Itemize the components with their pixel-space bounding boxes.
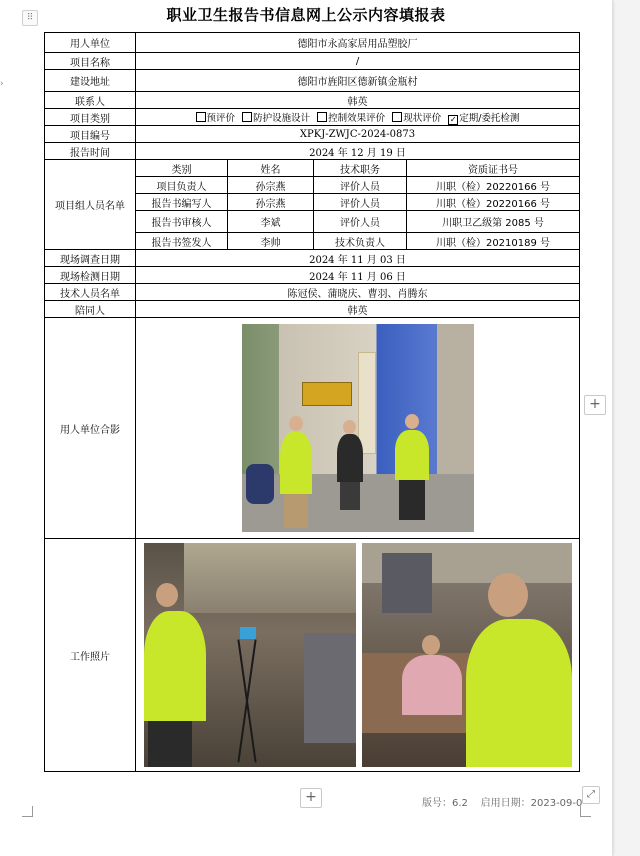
work-photo-1 — [144, 543, 356, 767]
checkbox-checked[interactable]: ✓ — [449, 114, 457, 124]
member-cert: 川职（检）20210189 号 — [407, 233, 580, 250]
label-group-photo: 用人单位合影 — [45, 318, 136, 539]
row-address — [45, 70, 580, 92]
plus-icon[interactable]: + — [584, 395, 606, 415]
member-name: 孙宗燕 — [228, 194, 314, 211]
machine — [304, 633, 356, 743]
member-role: 报告书编写人 — [136, 194, 228, 211]
info-form-table — [44, 32, 580, 772]
person-head — [488, 573, 528, 617]
person-head — [343, 420, 356, 434]
team-header-cert: 资质证书号 — [407, 160, 580, 177]
team-header-title: 技术职务 — [314, 160, 407, 177]
label-work-photos: 工作照片 — [45, 539, 136, 772]
value-survey-date: 2024 年 11 月 03 日 — [136, 250, 580, 267]
value-contact: 韩英 — [136, 92, 580, 109]
company-plaque — [302, 382, 352, 406]
group-photo-image — [242, 324, 474, 532]
member-role: 项目负责人 — [136, 177, 228, 194]
label-sampling-date: 现场检测日期 — [45, 267, 136, 284]
person-head — [405, 414, 419, 429]
row-report-time — [45, 143, 580, 160]
person-head — [422, 635, 440, 655]
person-legs — [340, 482, 360, 510]
label-project-type: 项目类别 — [45, 109, 136, 126]
member-title: 技术负责人 — [314, 233, 407, 250]
label-team: 项目组人员名单 — [45, 160, 136, 250]
label-report-time: 报告时间 — [45, 143, 136, 160]
version-footer: 版号：6.2 启用日期：2023-09-0 — [422, 798, 583, 809]
person-legs — [399, 480, 425, 520]
person-head — [156, 583, 178, 607]
ceiling — [184, 543, 356, 613]
option-protection-design[interactable]: 防护设施设计 — [242, 113, 310, 124]
option-control-effect[interactable]: 控制效果评价 — [317, 113, 385, 124]
member-name: 李帅 — [228, 233, 314, 250]
work-photo-2 — [362, 543, 572, 767]
person-vest — [144, 611, 206, 721]
machine — [382, 553, 432, 613]
work-photos-cell — [136, 539, 580, 772]
member-name: 李斌 — [228, 211, 314, 233]
row-employer — [45, 33, 580, 53]
option-pre-evaluation[interactable]: 预评价 — [196, 113, 236, 124]
option-periodic-testing[interactable]: ✓ 定期/委托检测 — [449, 112, 520, 124]
margin-mark — [22, 806, 33, 817]
member-title: 评价人员 — [314, 177, 407, 194]
label-technicians: 技术人员名单 — [45, 284, 136, 301]
margin-mark — [580, 806, 591, 817]
row-survey-date — [45, 250, 580, 267]
plus-icon[interactable]: + — [300, 788, 322, 808]
value-report-time: 2024 年 12 月 19 日 — [136, 143, 580, 160]
member-role: 报告书签发人 — [136, 233, 228, 250]
page-title: 职业卫生报告书信息网上公示内容填报表 — [166, 6, 446, 24]
label-survey-date: 现场调查日期 — [45, 250, 136, 267]
row-group-photo — [45, 318, 580, 539]
row-project-name — [45, 53, 580, 70]
value-employer: 德阳市永高家居用品塑胶厂 — [136, 33, 580, 53]
row-team-header — [45, 160, 580, 177]
person-vest — [395, 430, 429, 480]
value-sampling-date: 2024 年 11 月 06 日 — [136, 267, 580, 284]
label-employer: 用人单位 — [45, 33, 136, 53]
person-vest — [280, 432, 312, 494]
person-head — [289, 416, 303, 431]
checkbox[interactable] — [317, 112, 327, 122]
checkbox[interactable] — [196, 112, 206, 122]
team-header-role: 类别 — [136, 160, 228, 177]
drag-handle-icon[interactable]: ⠿ — [22, 10, 38, 26]
label-contact: 联系人 — [45, 92, 136, 109]
expand-icon[interactable]: ⤢ — [582, 786, 600, 804]
checkbox[interactable] — [242, 112, 252, 122]
row-work-photos — [45, 539, 580, 772]
label-address: 建设地址 — [45, 70, 136, 92]
member-cert: 川职卫乙级第 2085 号 — [407, 211, 580, 233]
row-contact — [45, 92, 580, 109]
row-project-number — [45, 126, 580, 143]
member-cert: 川职（检）20220166 号 — [407, 194, 580, 211]
checkbox[interactable] — [392, 112, 402, 122]
value-project-name: / — [136, 53, 580, 70]
member-name: 孙宗燕 — [228, 177, 314, 194]
member-role: 报告书审核人 — [136, 211, 228, 233]
person-vest — [466, 619, 572, 767]
value-project-number: XPKJ-ZWJC-2024-0873 — [136, 126, 580, 143]
scooter — [246, 464, 274, 504]
person-dress — [337, 434, 363, 482]
collapse-arrow-icon[interactable]: › — [0, 79, 4, 89]
member-cert: 川职（检）20220166 号 — [407, 177, 580, 194]
team-header-name: 姓名 — [228, 160, 314, 177]
group-photo-cell — [136, 318, 580, 539]
row-escort — [45, 301, 580, 318]
value-escort: 韩英 — [136, 301, 580, 318]
label-project-number: 项目编号 — [45, 126, 136, 143]
row-technicians — [45, 284, 580, 301]
value-technicians: 陈冠侯、蒲晓庆、曹羽、肖腾东 — [136, 284, 580, 301]
vertical-banner — [358, 352, 376, 454]
label-project-name: 项目名称 — [45, 53, 136, 70]
label-escort: 陪同人 — [45, 301, 136, 318]
row-sampling-date — [45, 267, 580, 284]
person-legs — [284, 494, 308, 528]
person-legs — [148, 721, 192, 767]
project-type-options — [136, 109, 580, 126]
member-title: 评价人员 — [314, 211, 407, 233]
value-address: 德阳市旌阳区德新镇金瓶村 — [136, 70, 580, 92]
option-status-evaluation[interactable]: 现状评价 — [392, 113, 441, 124]
row-project-type — [45, 109, 580, 126]
person-worker — [402, 655, 462, 715]
member-title: 评价人员 — [314, 194, 407, 211]
instrument — [240, 627, 256, 639]
